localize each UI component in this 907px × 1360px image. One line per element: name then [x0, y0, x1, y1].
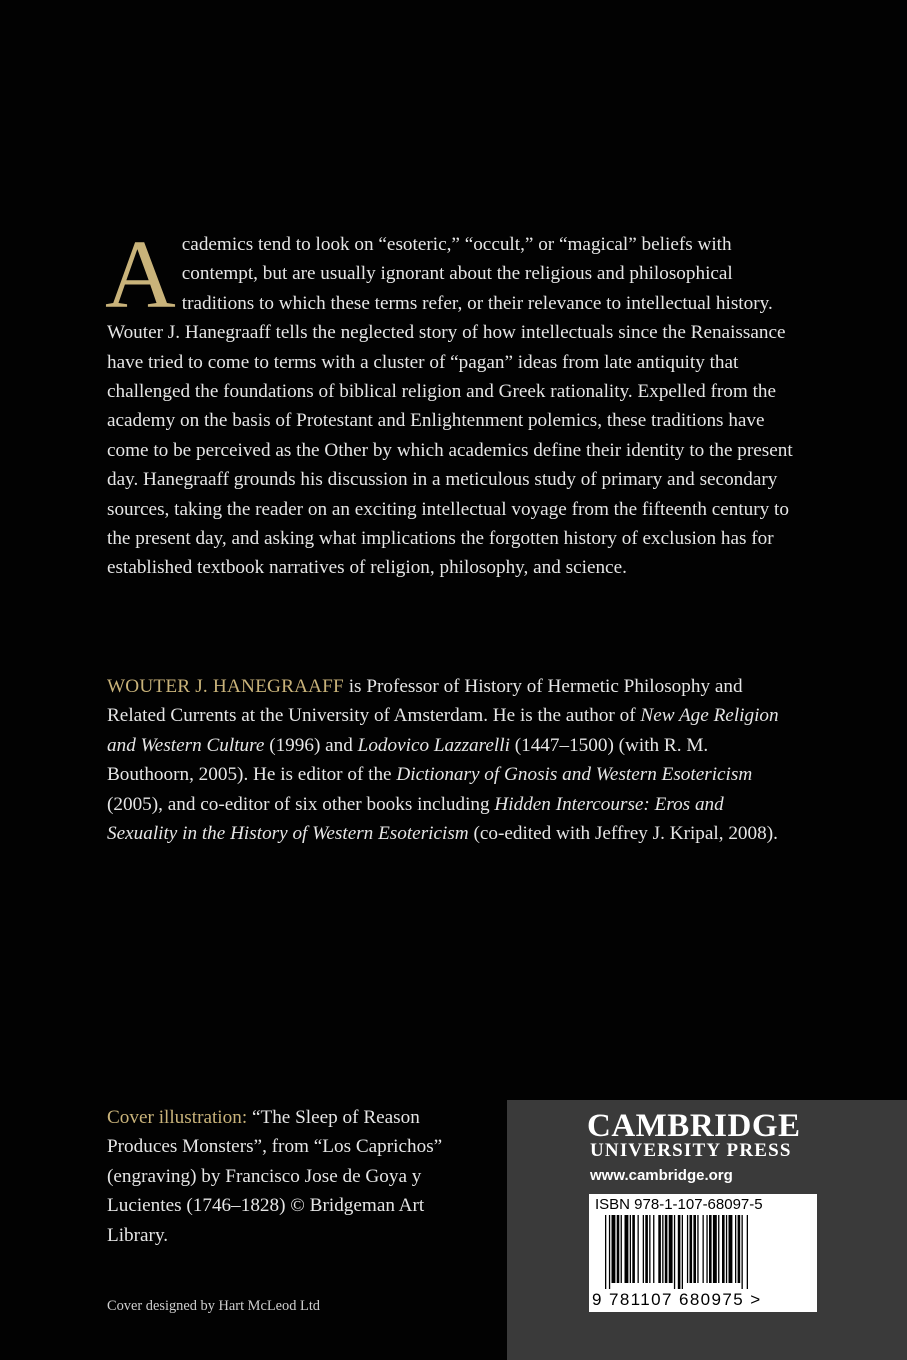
- barcode-bar: [729, 1215, 733, 1283]
- barcode-bar: [722, 1215, 725, 1283]
- cover-illustration-label: Cover illustration:: [107, 1107, 248, 1128]
- barcode-bar: [617, 1215, 620, 1283]
- barcode-bar: [726, 1215, 727, 1283]
- barcode-bar: [706, 1215, 707, 1283]
- barcode-bar: [625, 1215, 629, 1283]
- barcode-bar: [612, 1215, 616, 1283]
- barcode-bar: [718, 1215, 719, 1283]
- barcode-bar: [630, 1215, 631, 1283]
- barcode-bar: [632, 1215, 635, 1283]
- author-bio: [107, 672, 797, 848]
- bio-text-3: (1447–1500) (with R. M. Bouthoorn, 2005). He is editor of the: [107, 734, 709, 786]
- book-title-1: New Age Religion and Western Culture: [107, 705, 779, 756]
- publisher-subtitle: UNIVERSITY PRESS: [590, 1140, 792, 1161]
- barcode-bar: [609, 1215, 610, 1289]
- cover-illustration-credit: [107, 1103, 487, 1250]
- blurb-paragraph: [105, 221, 797, 583]
- barcode-bar: [658, 1215, 661, 1283]
- barcode-bar: [703, 1215, 704, 1283]
- book-title-4: Hidden Intercourse: Eros and Sexuality in the History of Western Esotericism: [107, 793, 724, 845]
- book-title-2: Lodovico Lazzarelli: [357, 734, 510, 756]
- cover-designer-credit: Cover designed by Hart McLeod Ltd: [107, 1298, 321, 1314]
- barcode-bar: [693, 1215, 696, 1283]
- barcode-bar: [653, 1215, 654, 1283]
- isbn-barcode: [589, 1194, 817, 1312]
- barcode-bar: [669, 1215, 673, 1283]
- publisher-name: CAMBRIDGE: [587, 1108, 801, 1144]
- author-name: WOUTER J. HANEGRAAFF: [107, 676, 344, 697]
- bio-text-4: (2005), and co-editor of six other books including: [107, 793, 495, 815]
- book-title-3: Dictionary of Gnosis and Western Esotericism: [396, 764, 753, 786]
- barcode-bar: [638, 1215, 639, 1283]
- isbn-label: ISBN 978-1-107-68097-5: [595, 1196, 763, 1213]
- barcode-bar: [735, 1215, 736, 1283]
- barcode-bar: [621, 1215, 622, 1283]
- bio-text-2: (1996) and: [264, 734, 358, 756]
- publisher-website: www.cambridge.org: [590, 1167, 733, 1184]
- barcode-bar: [645, 1215, 648, 1283]
- barcode-bar: [649, 1215, 650, 1283]
- barcode-bars: [605, 1215, 801, 1289]
- bio-text-1: is Professor of History of Hermetic Philosophy and Related Currents at the University of Amsterdam. He is the author of: [107, 676, 743, 727]
- barcode-bar: [713, 1215, 717, 1283]
- barcode-bar: [690, 1215, 693, 1283]
- blurb-text: cademics tend to look on “esoteric,” “occult,” or “magical” beliefs with contempt, but are usually ignorant about the religious and philosophical traditions to which these terms refer, or their relevance to intellectual history. Wouter J. Hanegraaff tells the neglected story of how intellectuals since the Renaissance have tried to come to terms with a cluster of “pagan” ideas from late antiquity that challenged the foundations of biblical religion and Greek rationality. Expelled from the academy on the basis of Protestant and Enlightenment polemics, these traditions have come to be perceived as the Other by which academics define their identity to the present day. Hanegraaff grounds his discussion in a meticulous study of primary and secondary sources, taking the reader on an exciting intellectual voyage from the fifteenth century to the present day, and asking what implications the forgotten history of exclusion has for established textbook narratives of religion, philosophy, and science.: [107, 234, 793, 579]
- barcode-bar: [742, 1215, 743, 1289]
- barcode-bar: [682, 1215, 683, 1289]
- barcode-bar: [709, 1215, 712, 1283]
- bio-text-5: (co-edited with Jeffrey J. Kripal, 2008).: [468, 823, 778, 845]
- barcode-bar: [747, 1215, 748, 1289]
- barcode-bar: [643, 1215, 644, 1283]
- barcode-bar: [697, 1215, 698, 1283]
- barcode-bar: [738, 1215, 741, 1283]
- publisher-panel: [507, 1100, 907, 1360]
- drop-cap: A: [105, 221, 176, 329]
- barcode-bar: [674, 1215, 675, 1289]
- barcode-bar: [665, 1215, 668, 1283]
- cover-illustration-text: “The Sleep of Reason Produces Monsters”, from “Los Caprichos” (engraving) by Francisco Jose de Goya y Lucientes (1746–1828) © Bridgeman Art Library.: [107, 1107, 443, 1246]
- barcode-bar: [678, 1215, 681, 1289]
- barcode-bar: [662, 1215, 663, 1283]
- barcode-bar: [605, 1215, 606, 1289]
- barcode-bar: [687, 1215, 688, 1283]
- barcode-digits: 9 781107 680975 >: [592, 1290, 762, 1309]
